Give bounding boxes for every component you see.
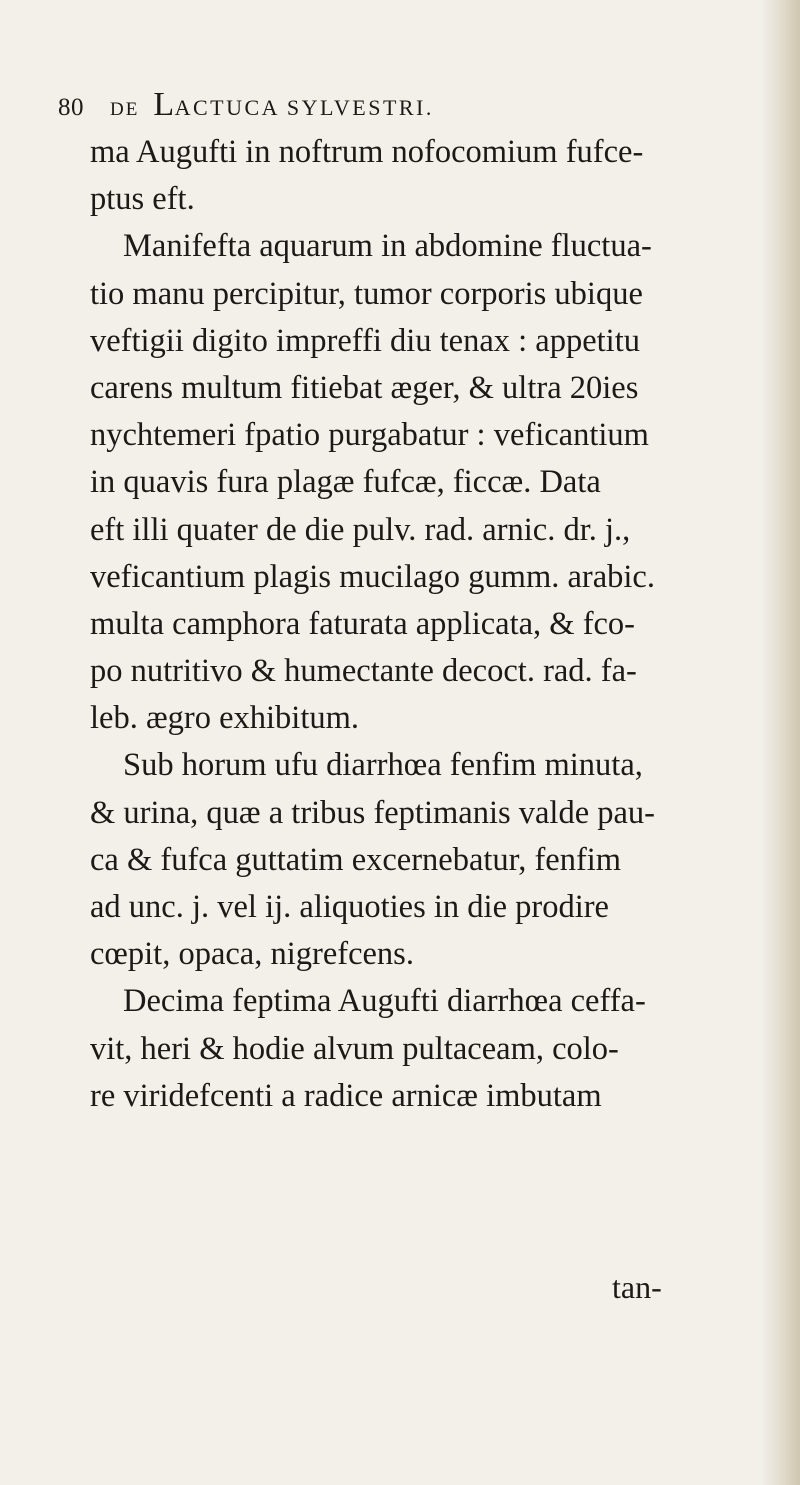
running-header	[58, 86, 434, 124]
text-line: leb. ægro exhibitum.	[90, 700, 359, 737]
text-line: po nutritivo & humectante decoct. rad. fa-	[90, 653, 637, 690]
text-line: & urina, quæ a tribus feptimanis valde pau-	[90, 794, 656, 831]
paragraph-start-line: Decima feptima Augufti diarrhœa ceffa-	[123, 983, 646, 1020]
page-number: 80	[58, 94, 84, 121]
text-line: re viridefcenti a radice arnicæ imbutam	[90, 1077, 602, 1114]
text-line: cœpit, opaca, nigrefcens.	[90, 936, 414, 973]
text-line: eft illi quater de die pulv. rad. arnic. dr. j.,	[90, 511, 631, 548]
text-line: carens multum fitiebat æger, & ultra 20ies	[90, 369, 639, 406]
text-line: veficantium plagis mucilago gumm. arabic.	[90, 558, 655, 595]
text-line: veftigii digito impreffi diu tenax : appetitu	[90, 322, 640, 359]
text-line: ma Augufti in noftrum nofocomium fufce-	[90, 134, 644, 170]
header-title: ACTUCA SYLVESTRI.	[174, 95, 434, 120]
paragraph-start-line: Sub horum ufu diarrhœa fenfim minuta,	[123, 747, 643, 784]
text-line: tio manu percipitur, tumor corporis ubique	[90, 275, 643, 312]
text-line: vit, heri & hodie alvum pultaceam, colo-	[90, 1030, 619, 1067]
catchword: tan-	[612, 1269, 662, 1305]
header-initial: L	[153, 86, 175, 123]
header-prefix: DE	[110, 99, 140, 120]
text-line: ca & fufca guttatim excernebatur, fenfim	[90, 841, 622, 878]
text-line: multa camphora faturata applicata, & fco-	[90, 605, 636, 642]
text-line: in quavis fura plagæ fufcæ, ficcæ. Data	[90, 464, 601, 501]
paragraph-start-line: Manifefta aquarum in abdomine fluctua-	[123, 228, 652, 265]
body-text	[90, 129, 770, 1120]
text-line: nychtemeri fpatio purgabatur : veficantium	[90, 417, 649, 454]
text-line: ad unc. j. vel ij. aliquoties in die prodire	[90, 889, 609, 925]
text-line: ptus eft.	[90, 181, 195, 218]
